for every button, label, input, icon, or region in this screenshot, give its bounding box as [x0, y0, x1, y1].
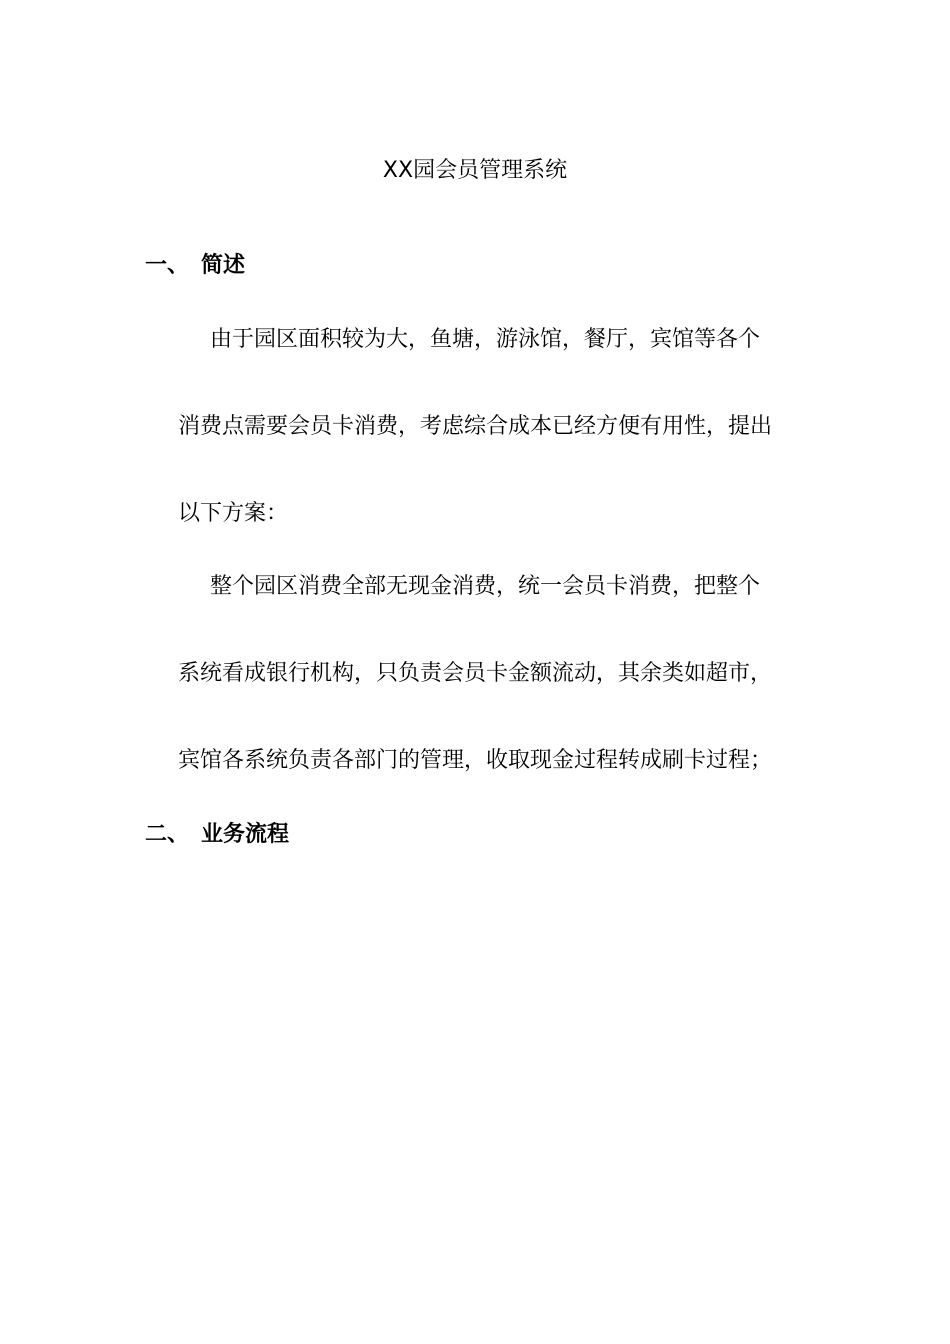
paragraph-line: 消费点需要会员卡消费，考虑综合成本已经方便有用性，提出: [178, 414, 773, 439]
paragraph-line: 宾馆各系统负责各部门的管理，收取现金过程转成刷卡过程；: [178, 748, 773, 773]
document-title: XX园会员管理系统: [382, 158, 568, 183]
section-number: 二、: [145, 822, 190, 847]
section-title: 简述: [201, 253, 246, 278]
section-number: 一、: [145, 253, 190, 278]
section-heading-business-process: [145, 818, 289, 852]
paragraph-line: 系统看成银行机构，只负责会员卡金额流动，其余类如超市，: [178, 661, 773, 686]
paragraph-line: 整个园区消费全部无现金消费，统一会员卡消费，把整个: [210, 574, 761, 599]
paragraph-line: 以下方案：: [178, 501, 289, 526]
paragraph-line: 由于园区面积较为大，鱼塘，游泳馆，餐厅，宾馆等各个: [210, 327, 761, 352]
section-heading-overview: [145, 249, 245, 283]
section-title: 业务流程: [201, 822, 290, 847]
